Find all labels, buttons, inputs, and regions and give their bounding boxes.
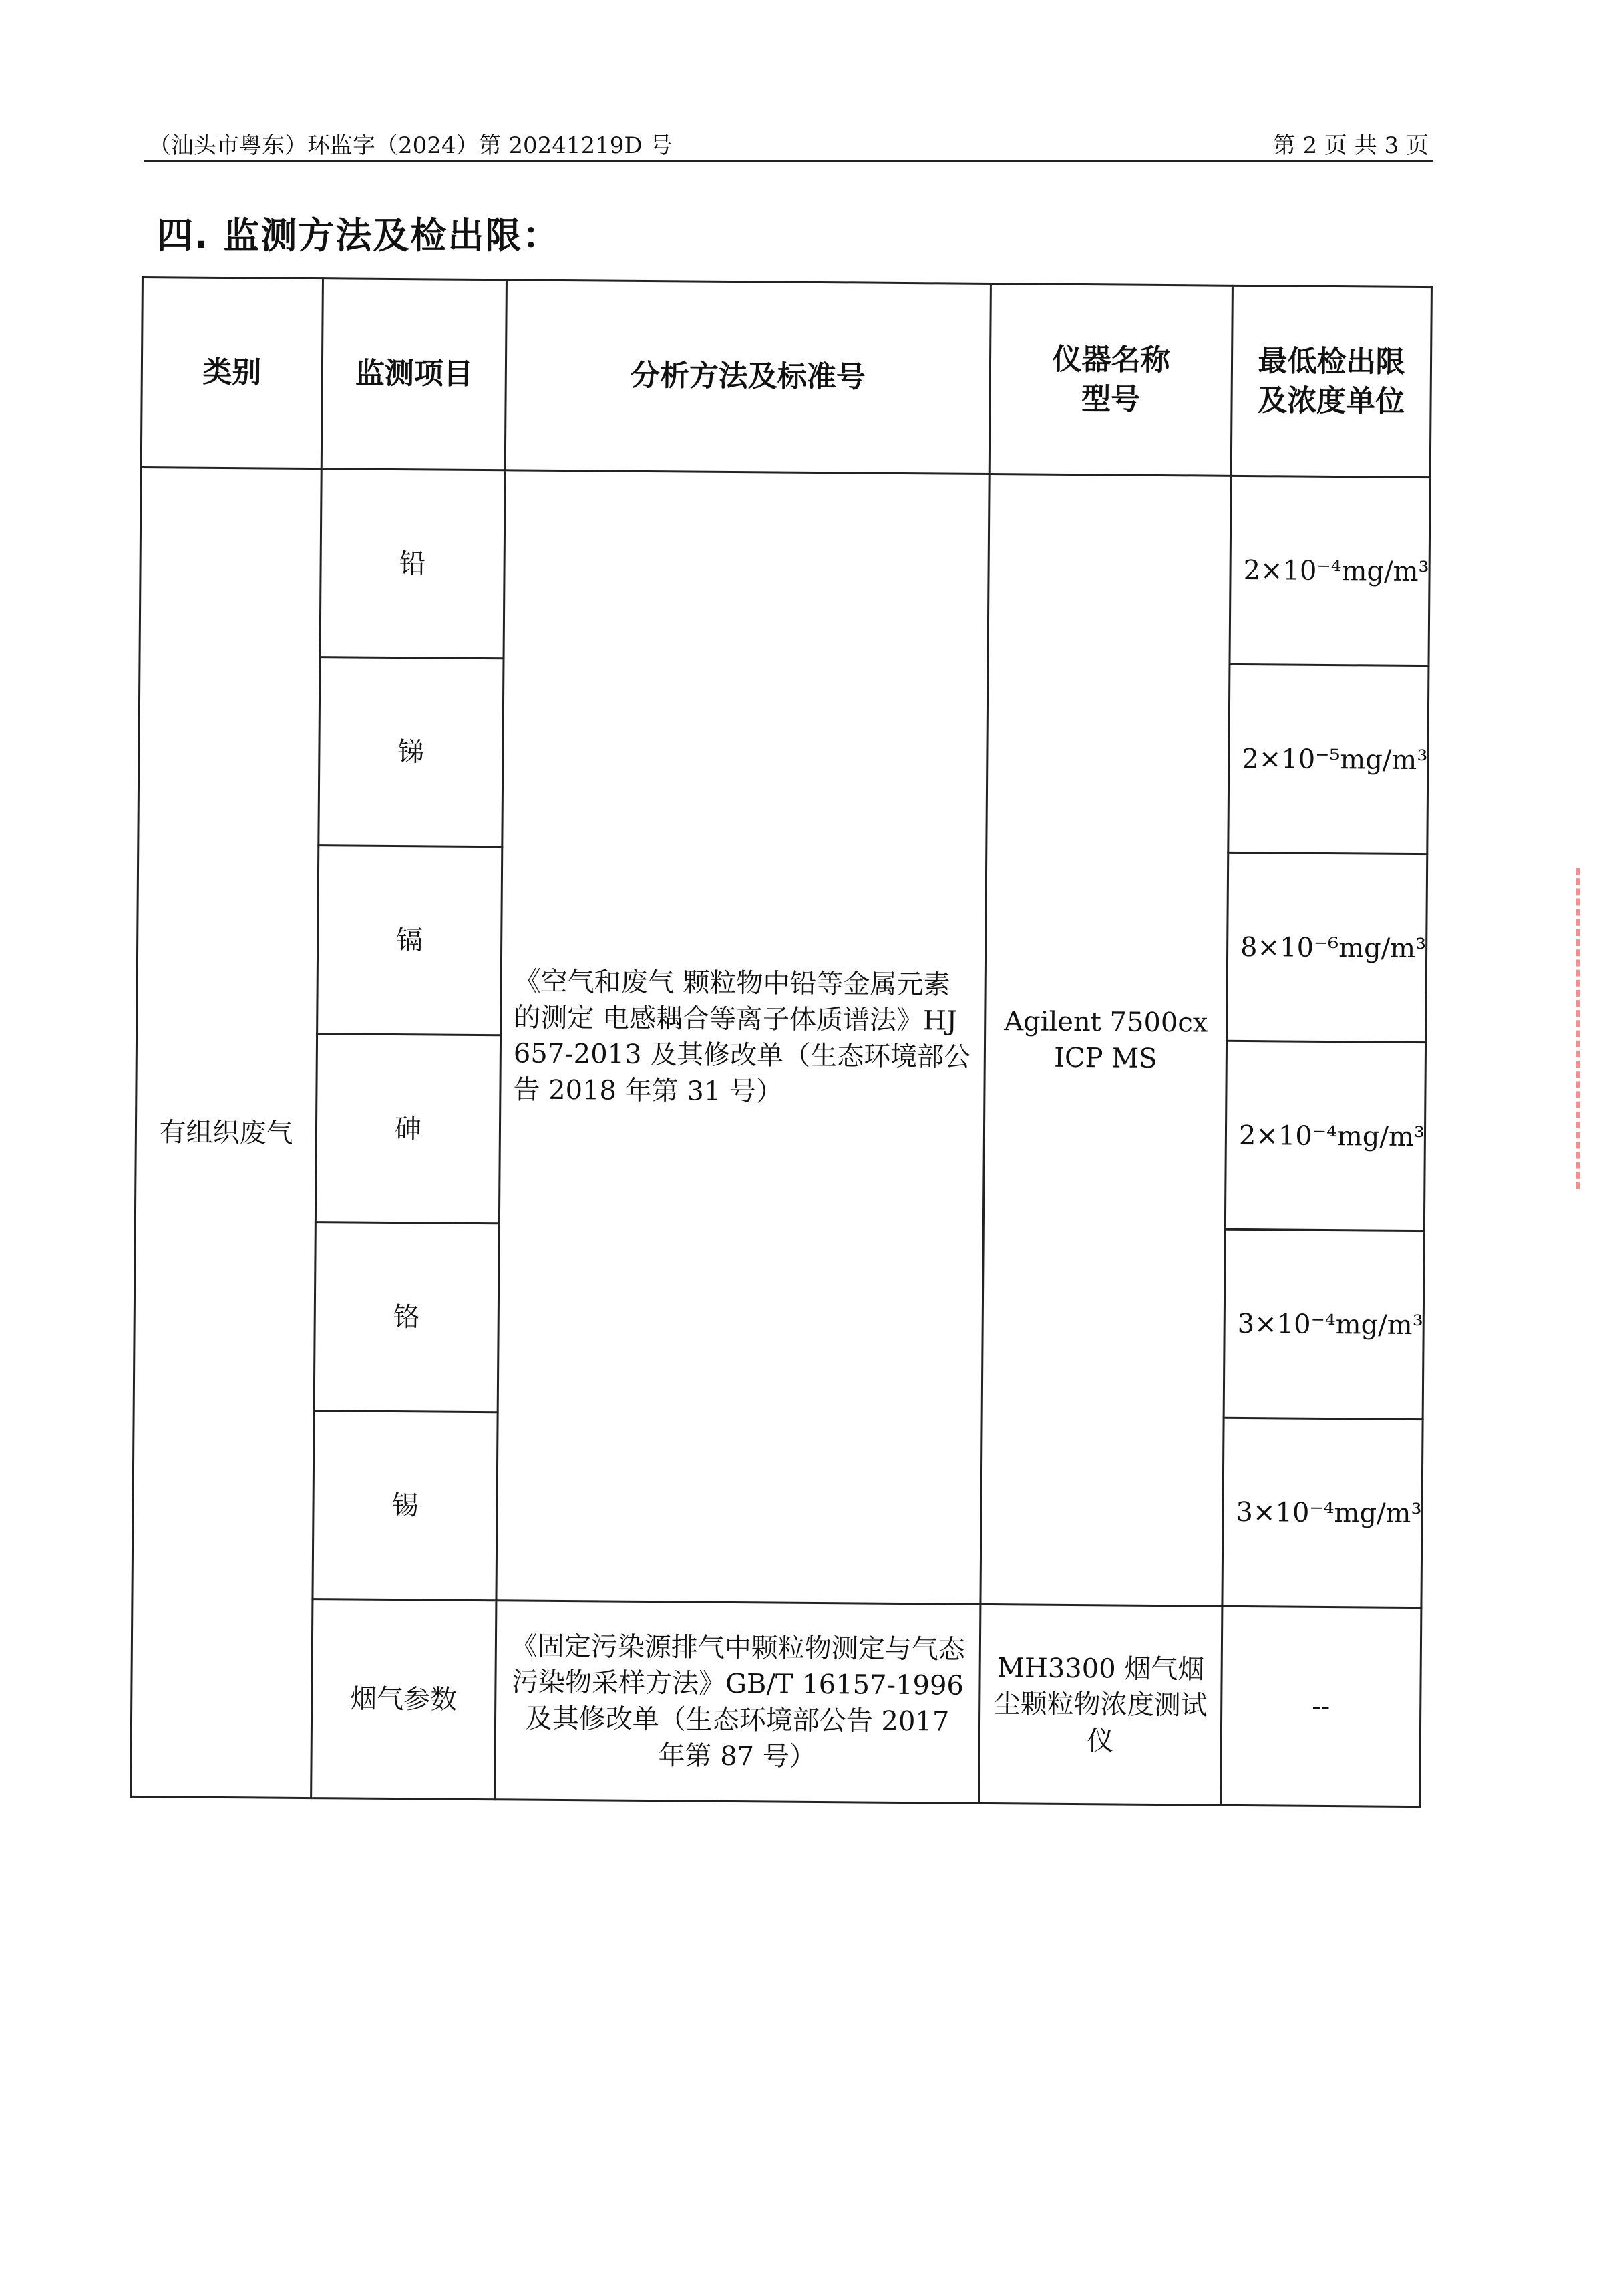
limit-cell: 2×10⁻⁴mg/m³ [1230, 476, 1430, 665]
header-limit: 最低检出限 及浓度单位 [1231, 285, 1431, 477]
limit-cell: 2×10⁻⁴mg/m³ [1225, 1041, 1425, 1231]
item-cell: 砷 [315, 1034, 500, 1224]
item-cell: 锑 [319, 657, 504, 847]
flue-method-cell: 《固定污染源排气中颗粒物测定与气态污染物采样方法》GB/T 16157-1996 及其修改单（生态环境部公告 2017 年第 87 号） [495, 1601, 980, 1804]
table-header-row [141, 277, 1431, 478]
item-cell: 铅 [320, 469, 505, 659]
section-title: 四. 监测方法及检出限： [157, 214, 560, 257]
header-item: 监测项目 [321, 279, 506, 470]
item-cell: 锡 [313, 1411, 498, 1601]
header-rule [144, 160, 1433, 162]
item-cell: 烟气参数 [311, 1599, 496, 1800]
limit-cell: 2×10⁻⁵mg/m³ [1228, 664, 1429, 854]
table-row [140, 468, 1430, 666]
red-seal-stamp [1576, 868, 1609, 1189]
category-cell: 有组织废气 [131, 468, 322, 1798]
limit-cell: -- [1221, 1606, 1421, 1806]
metals-instrument-cell: Agilent 7500cx ICP MS [980, 474, 1231, 1606]
header-category: 类别 [141, 277, 323, 469]
item-cell: 铬 [314, 1222, 499, 1412]
limit-cell: 3×10⁻⁴mg/m³ [1222, 1418, 1423, 1607]
header-instrument: 仪器名称 型号 [989, 283, 1232, 476]
report-number: （汕头市粤东）环监字（2024）第 20241219D 号 [148, 132, 673, 159]
limit-cell: 8×10⁻⁶mg/m³ [1227, 852, 1427, 1042]
table-row [131, 1597, 1421, 1806]
item-cell: 镉 [317, 846, 502, 1035]
page-number: 第 2 页 共 3 页 [1272, 132, 1429, 159]
limit-cell: 3×10⁻⁴mg/m³ [1224, 1229, 1424, 1419]
metals-method-cell: 《空气和废气 颗粒物中铅等金属元素的测定 电感耦合等离子体质谱法》HJ 657-2013 及其修改单（生态环境部公告 2018 年第 31 号） [496, 470, 989, 1605]
methods-table [130, 276, 1433, 1808]
flue-instrument-cell: MH3300 烟气烟尘颗粒物浓度测试仪 [979, 1604, 1222, 1805]
header-method: 分析方法及标准号 [505, 280, 991, 474]
